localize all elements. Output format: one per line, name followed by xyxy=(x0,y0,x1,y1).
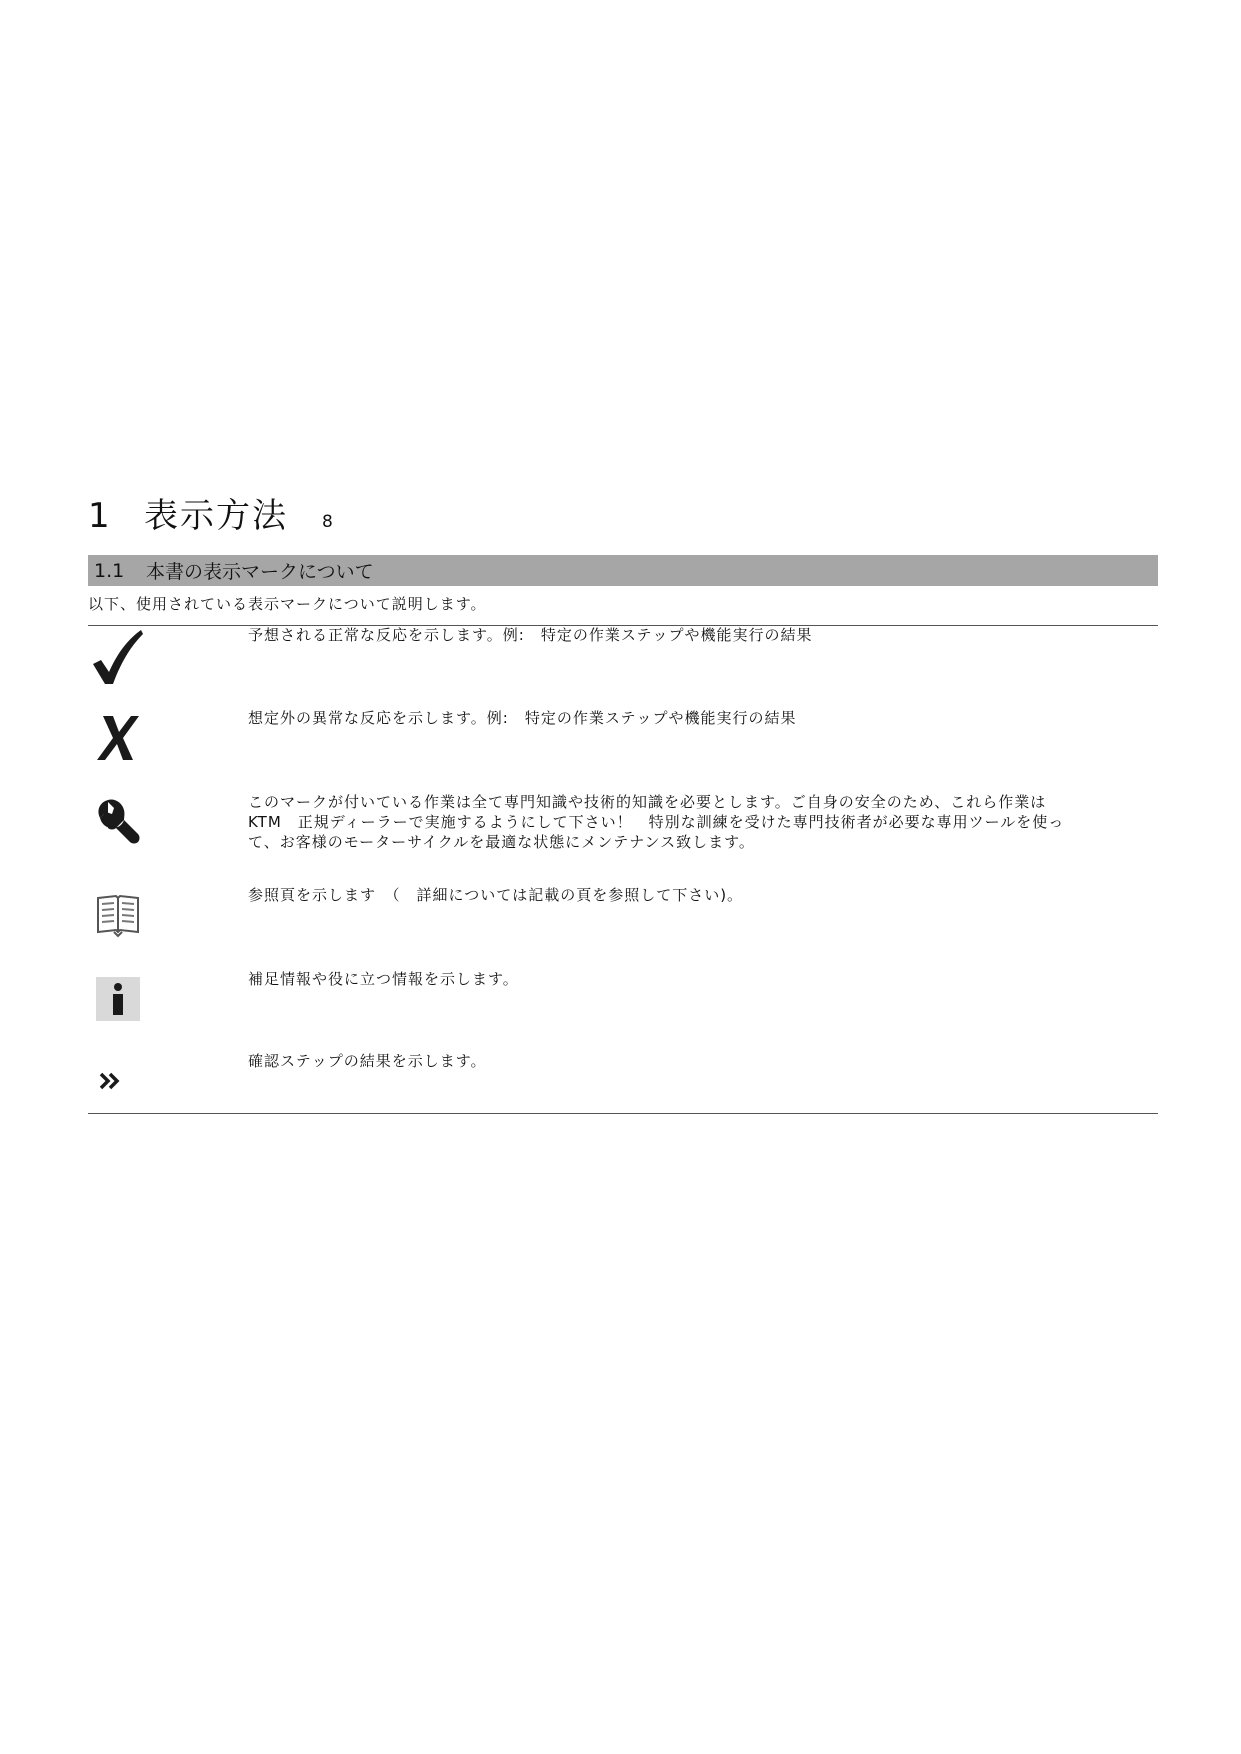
checkmark-icon xyxy=(88,627,148,687)
description-line: 予想される正常な反応を示します。例: 特定の作業ステップや機能実行の結果 xyxy=(248,626,813,644)
info-icon xyxy=(88,969,148,1029)
wrench-icon xyxy=(88,792,148,852)
symbol-description xyxy=(248,885,1158,905)
symbol-description xyxy=(248,969,1158,989)
description-line: このマークが付いている作業は全て専門知識や技術的知識を必要とします。ご自身の安全のため、これら作業は xyxy=(248,793,1047,811)
double-chevron-icon xyxy=(88,1051,132,1111)
description-line: 確認ステップの結果を示します。 xyxy=(248,1052,487,1070)
symbol-description xyxy=(248,1051,1158,1071)
section-heading xyxy=(88,555,1158,586)
description-line: て、お客様のモーターサイクルを最適な状態にメンテナンス致します。 xyxy=(248,833,755,851)
symbol-description xyxy=(248,708,1158,728)
book-icon xyxy=(88,885,148,945)
chapter-heading xyxy=(88,488,333,537)
description-line: KTM 正規ディーラーで実施するようにして下さい！ 特別な訓練を受けた専門技術者が必要な専用ツールを使っ xyxy=(248,813,1065,831)
symbol-description xyxy=(248,625,1158,645)
intro-text: 以下、使用されている表示マークについて説明します。 xyxy=(88,595,487,613)
chapter-number: 1 xyxy=(88,496,110,536)
section-title: 本書の表示マークについて xyxy=(146,561,374,583)
chapter-page-ref: 8 xyxy=(322,512,333,532)
description-line: 補足情報や役に立つ情報を示します。 xyxy=(248,970,519,988)
symbol-description xyxy=(248,792,1158,852)
description-line: 想定外の異常な反応を示します。例: 特定の作業ステップや機能実行の結果 xyxy=(248,709,797,727)
description-line: 参照頁を示します （ 詳細については記載の頁を参照して下さい)。 xyxy=(248,886,744,904)
chapter-title: 表示方法 xyxy=(144,496,288,536)
table-bottom-rule xyxy=(88,1113,1158,1114)
cross-icon xyxy=(88,708,148,768)
section-number: 1.1 xyxy=(94,559,125,582)
